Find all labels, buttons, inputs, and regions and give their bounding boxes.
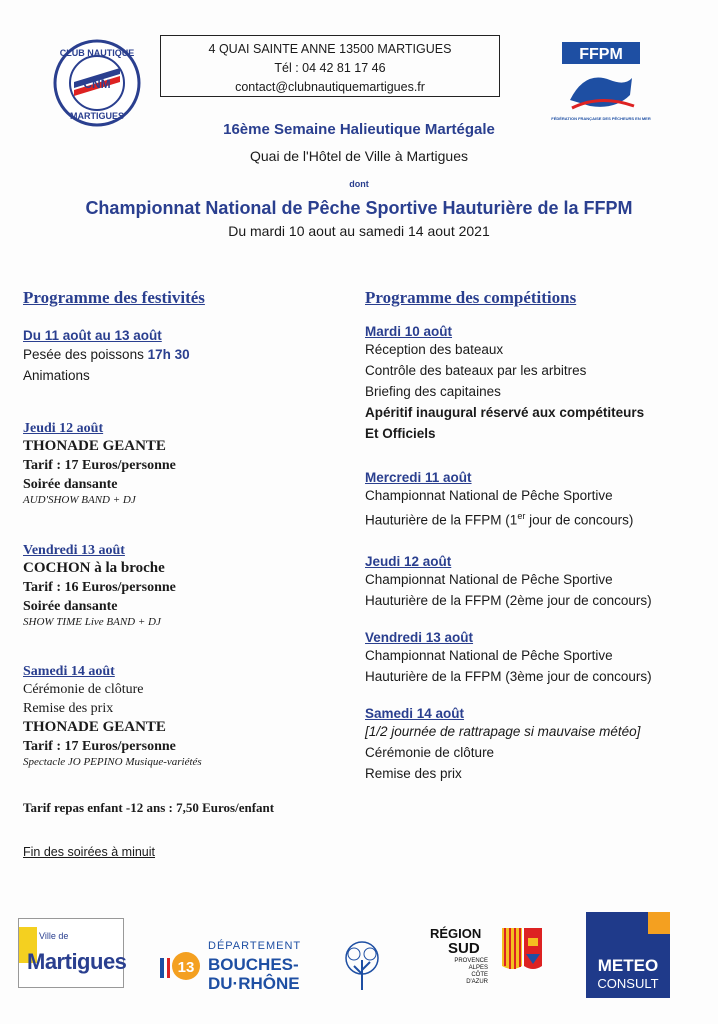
pesee-text: Pesée des poissons [23, 347, 144, 362]
end-note: Fin des soirées à minuit [23, 845, 156, 859]
tarif-3: Tarif : 17 Euros/personne [23, 739, 176, 754]
competitions-heading: Programme des compétitions [365, 288, 577, 307]
meteo-consult-logo [586, 912, 670, 998]
controle: Contrôle des bateaux par les arbitres [365, 363, 587, 378]
departement-line3: DU·RHÔNE [208, 974, 300, 993]
region-sub1: PROVENCE [454, 958, 488, 964]
aperitif: Apéritif inaugural réservé aux compétiteurs [365, 405, 645, 420]
competitions-block-3 [365, 554, 652, 611]
festivites-block-3 [23, 543, 176, 628]
championnat-2-l2-post: jour de concours) [525, 512, 634, 528]
tarif-1: Tarif : 17 Euros/personne [23, 458, 176, 473]
officiels: Et Officiels [365, 426, 436, 441]
festivites-block-2 [23, 421, 176, 506]
championnat-4-l2: Hauturière de la FFPM (3ème jour de concours) [365, 669, 652, 684]
event-title: 16ème Semaine Halieutique Martégale [223, 121, 495, 138]
region-shield-icon [500, 926, 544, 974]
venue: Quai de l'Hôtel de Ville à Martigues [250, 148, 468, 164]
festivites-day-1: Du 11 août au 13 août [23, 328, 162, 343]
festivites-day-4: Samedi 14 août [23, 664, 115, 679]
thonade-1: THONADE GEANTE [23, 438, 166, 454]
championnat-2-l2 [365, 506, 633, 531]
club-logo-top-text: CLUB NAUTIQUE [59, 48, 135, 58]
region-sud-logo [430, 926, 545, 986]
championnat-2-l1: Championnat National de Pêche Sportive [365, 488, 613, 503]
competitions-day-5: Samedi 14 août [365, 706, 465, 721]
address: 4 QUAI SAINTE ANNE 13500 MARTIGUES [208, 42, 452, 56]
ceremonie-2: Cérémonie de clôture [365, 745, 495, 760]
region-line1: RÉGION [430, 926, 482, 941]
club-logo-bottom-text: MARTIGUES [70, 111, 124, 121]
festivites-day-3: Vendredi 13 août [23, 543, 125, 558]
region-sub3: CÔTE D'AZUR [466, 972, 488, 985]
tarif-2: Tarif : 16 Euros/personne [23, 580, 176, 595]
competitions-block-1 [365, 324, 644, 444]
animations-text: Animations [23, 368, 90, 383]
competitions-day-2: Mercredi 11 août [365, 470, 472, 485]
championnat-3-l1: Championnat National de Pêche Sportive [365, 572, 613, 587]
meteo-orange-corner [648, 912, 670, 934]
remise-1: Remise des prix [23, 701, 114, 716]
region-sub2: ALPES [468, 965, 488, 971]
competitions-day-1: Mardi 10 août [365, 324, 453, 339]
tree-icon [340, 940, 384, 994]
martigues-name: Martigues [27, 949, 127, 974]
rattrapage: [1/2 journée de rattrapage si mauvaise météo] [365, 724, 641, 739]
briefing: Briefing des capitaines [365, 384, 501, 399]
championnat-3-l2: Hauturière de la FFPM (2ème jour de concours) [365, 593, 652, 608]
remise-2: Remise des prix [365, 766, 462, 781]
club-monogram: CNM [83, 77, 111, 91]
ffpm-acronym: FFPM [579, 46, 623, 63]
band-2: SHOW TIME Live BAND + DJ [23, 616, 161, 628]
ceremonie-1: Cérémonie de clôture [23, 682, 144, 697]
departement-line2: BOUCHES- [208, 955, 299, 974]
meteo-line1: METEO [597, 956, 659, 975]
competitions-day-4: Vendredi 13 août [365, 630, 474, 645]
competitions-block-2 [365, 470, 633, 531]
martigues-logo [18, 918, 127, 988]
phone: Tél : 04 42 81 17 46 [274, 61, 386, 75]
departement-logo [160, 940, 385, 1000]
festivites-heading: Programme des festivités [23, 288, 205, 307]
spectacle: Spectacle JO PEPINO Musique-variétés [23, 756, 202, 768]
departement-line1: DÉPARTEMENT [208, 940, 302, 952]
band-1: AUD'SHOW BAND + DJ [23, 494, 136, 506]
championnat-2-l2-pre: Hauturière de la FFPM (1 [365, 512, 518, 528]
martigues-small: Ville de [39, 931, 69, 941]
championnat-4-l1: Championnat National de Pêche Sportive [365, 648, 613, 663]
region-sub [448, 958, 488, 986]
pesee-time: 17h 30 [147, 347, 190, 362]
region-line2: SUD [448, 940, 480, 957]
championnat-2-l2-sup: er [517, 511, 526, 521]
soiree-1: Soirée dansante [23, 477, 118, 492]
festivites-block-4 [23, 664, 202, 768]
club-nautique-logo [52, 38, 142, 128]
contact-box [160, 35, 500, 97]
festivites-block-1 [23, 328, 190, 386]
dont-label: dont [349, 179, 369, 189]
child-price: Tarif repas enfant -12 ans : 7,50 Euros/enfant [23, 800, 275, 815]
festivites-day-2: Jeudi 12 août [23, 421, 104, 436]
competitions-day-3: Jeudi 12 août [365, 554, 452, 569]
departement-number: 13 [177, 959, 195, 976]
competitions-block-4 [365, 630, 652, 687]
ffpm-caption: FÉDÉRATION FRANÇAISE DES PÊCHEURS EN MER [551, 116, 651, 121]
email: contact@clubnautiquemartigues.fr [235, 80, 425, 94]
reception: Réception des bateaux [365, 342, 504, 357]
cochon: COCHON à la broche [23, 560, 165, 576]
competitions-block-5 [365, 706, 640, 784]
ffpm-logo [551, 40, 651, 130]
thonade-2: THONADE GEANTE [23, 719, 166, 735]
soiree-2: Soirée dansante [23, 599, 118, 614]
meteo-line2: CONSULT [597, 976, 659, 991]
event-dates: Du mardi 10 aout au samedi 14 aout 2021 [228, 223, 490, 239]
championship-title: Championnat National de Pêche Sportive Hauturière de la FFPM [85, 198, 633, 218]
